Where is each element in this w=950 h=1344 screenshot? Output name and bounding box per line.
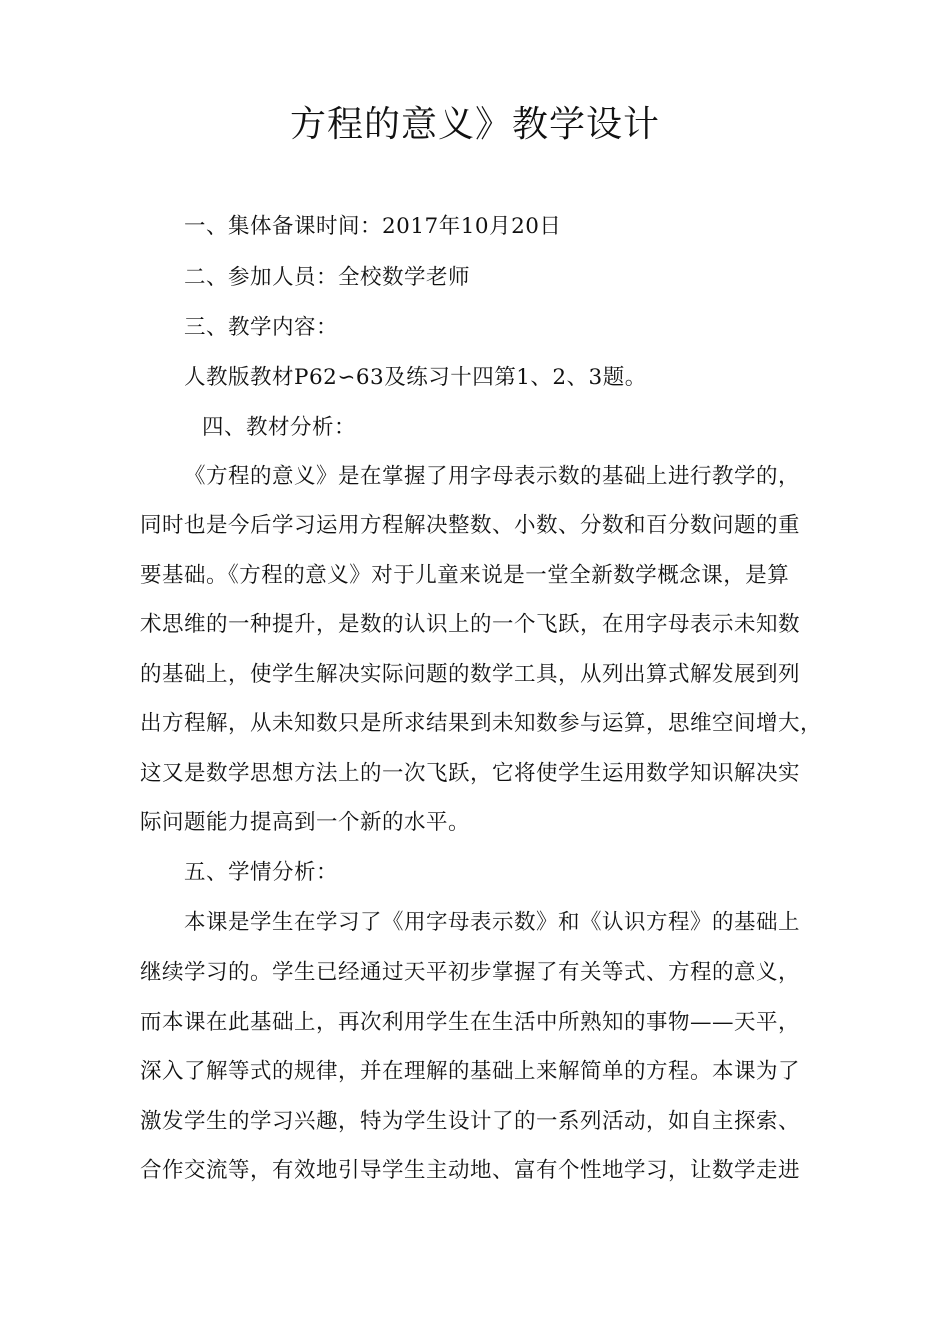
paragraph-line: 术思维的一种提升，是数的认识上的一个飞跃，在用字母表示未知数	[140, 612, 801, 637]
section-participants: 二、参加人员：全校数学老师	[184, 265, 471, 290]
section-meeting-time: 一、集体备课时间：2017年10月20日	[184, 214, 562, 239]
paragraph-line: 《方程的意义》是在掌握了用字母表示数的基础上进行教学的，	[184, 464, 801, 489]
paragraph-line: 本课是学生在学习了《用字母表示数》和《认识方程》的基础上	[184, 910, 801, 935]
paragraph-line: 出方程解，从未知数只是所求结果到未知数参与运算，思维空间增大，	[140, 711, 823, 736]
section-material-heading: 四、教材分析：	[202, 415, 357, 440]
section-student-heading: 五、学情分析：	[184, 860, 339, 885]
paragraph-line: 要基础。《方程的意义》对于儿童来说是一堂全新数学概念课，是算	[140, 563, 790, 588]
section-content-text: 人教版教材P62∽63及练习十四第1、2、3题。	[184, 365, 647, 390]
paragraph-line: 合作交流等，有效地引导学生主动地、富有个性地学习，让数学走进	[140, 1158, 801, 1183]
paragraph-line: 际问题能力提高到一个新的水平。	[140, 810, 471, 835]
paragraph-line: 激发学生的学习兴趣，特为学生设计了的一系列活动，如自主探索、	[140, 1109, 801, 1134]
paragraph-line: 同时也是今后学习运用方程解决整数、小数、分数和百分数问题的重	[140, 513, 801, 538]
paragraph-line: 这又是数学思想方法上的一次飞跃，它将使学生运用数学知识解决实	[140, 761, 801, 786]
section-content-heading: 三、教学内容：	[184, 315, 339, 340]
paragraph-line: 而本课在此基础上，再次利用学生在生活中所熟知的事物——天平，	[140, 1010, 801, 1035]
document-title: 方程的意义》教学设计	[289, 104, 660, 145]
paragraph-line: 深入了解等式的规律，并在理解的基础上来解简单的方程。本课为了	[140, 1059, 801, 1084]
paragraph-line: 的基础上，使学生解决实际问题的数学工具，从列出算式解发展到列	[140, 662, 801, 687]
paragraph-line: 继续学习的。学生已经通过天平初步掌握了有关等式、方程的意义，	[140, 960, 801, 985]
